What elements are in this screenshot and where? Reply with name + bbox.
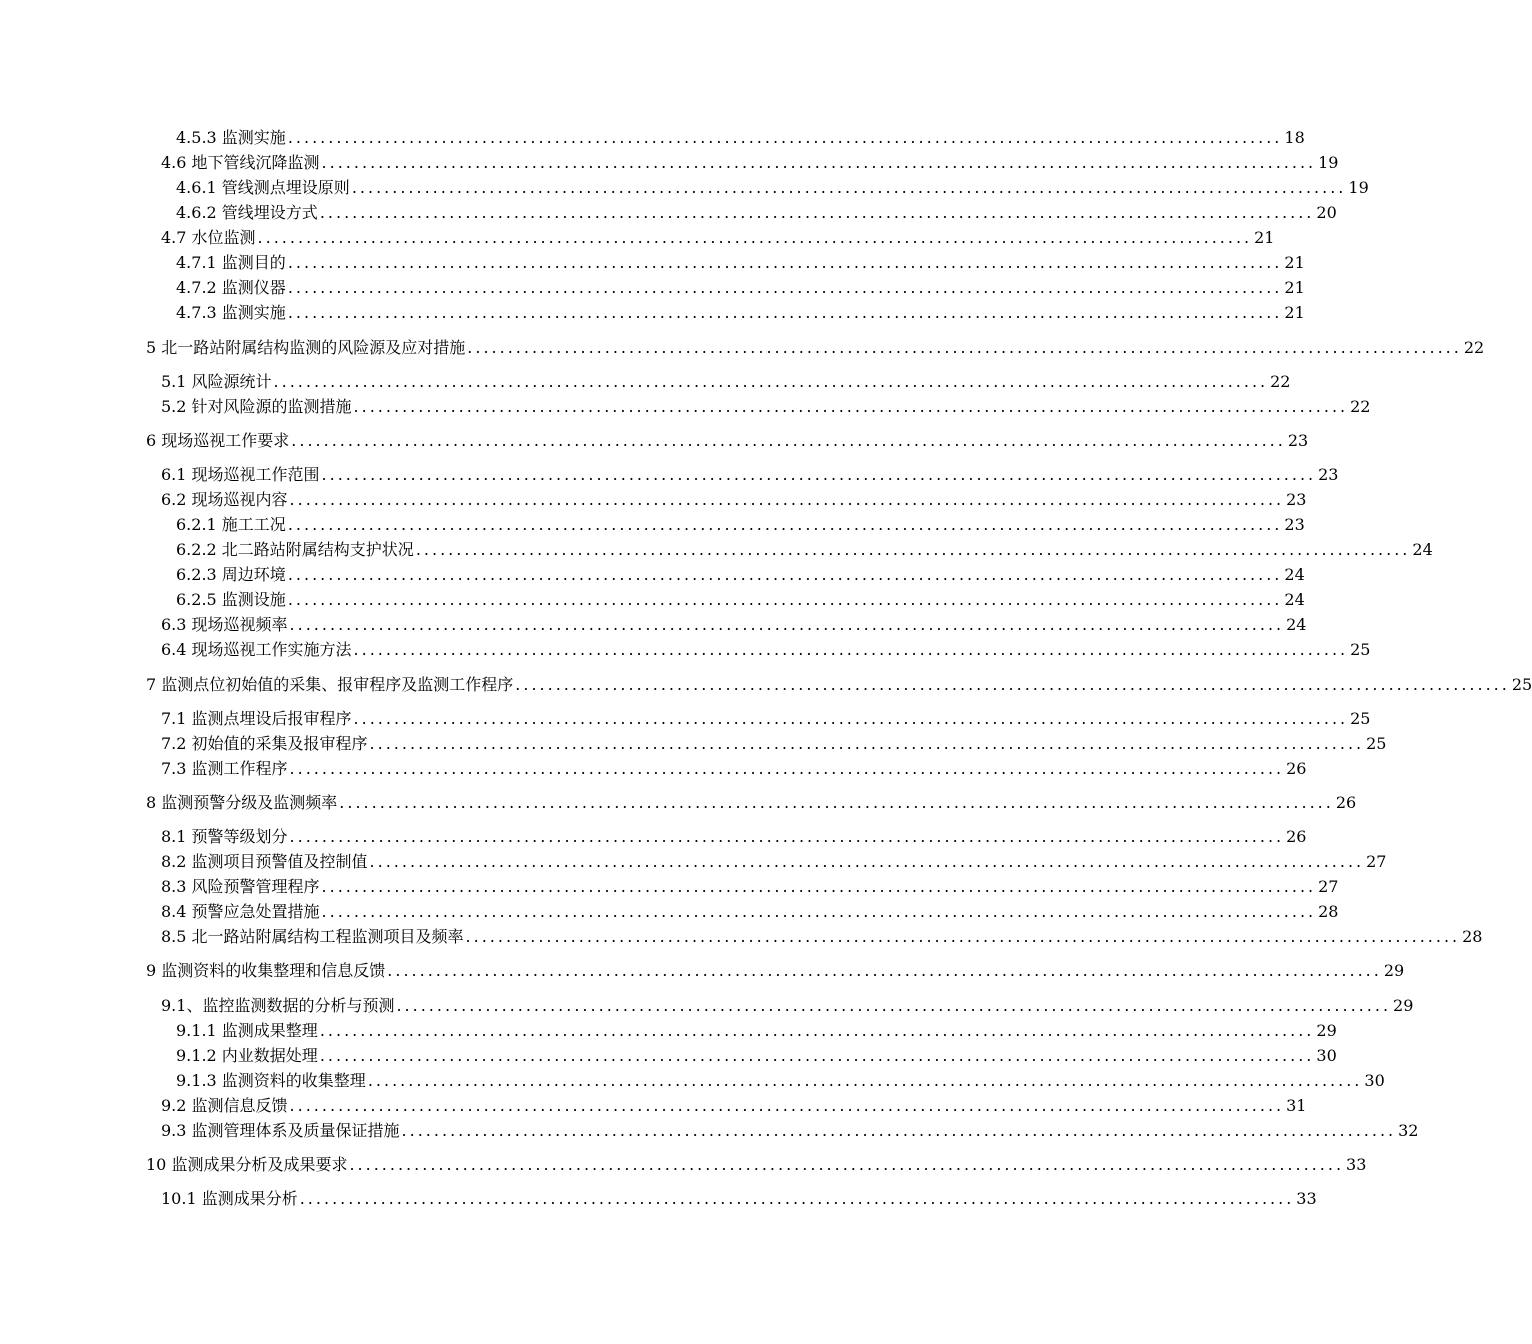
toc-entry[interactable] [176, 126, 1305, 150]
toc-entry[interactable] [161, 1187, 1317, 1211]
toc-entry-label: 4.5.3 监测实施 [176, 128, 286, 147]
toc-entry-label: 5 北一路站附属结构监测的风险源及应对措施 [146, 338, 466, 357]
toc-entry[interactable] [161, 900, 1339, 924]
toc-page-number: 21 [1254, 228, 1275, 247]
dot-leader: ........................................................................................................................... [321, 877, 1317, 896]
toc-entry-label: 6 现场巡视工作要求 [146, 431, 290, 450]
toc-page-number: 23 [1287, 431, 1309, 450]
toc-page-number: 24 [1284, 565, 1305, 584]
toc-page-number: 30 [1364, 1071, 1385, 1090]
toc-page-number: 25 [1350, 709, 1371, 728]
toc-page-number: 22 [1463, 338, 1485, 357]
toc-entry-label: 9 监测资料的收集整理和信息反馈 [146, 961, 386, 980]
toc-entry[interactable] [161, 875, 1339, 899]
toc-entry-label: 6.2.5 监测设施 [176, 590, 286, 609]
toc-entry-label: 9.1.2 内业数据处理 [176, 1046, 318, 1065]
toc-page-number: 20 [1316, 203, 1337, 222]
dot-leader: ........................................................................................................................... [387, 961, 1382, 980]
toc-entry-label: 4.7.1 监测目的 [176, 253, 286, 272]
toc-entry-label: 4.7.3 监测实施 [176, 303, 286, 322]
toc-entry[interactable] [161, 925, 1483, 949]
toc-entry[interactable] [176, 538, 1433, 562]
dot-leader: ........................................................................................................................... [401, 1121, 1397, 1140]
toc-page-number: 33 [1346, 1155, 1367, 1174]
toc-entry-label: 6.2 现场巡视内容 [161, 490, 288, 509]
toc-entry[interactable] [161, 994, 1414, 1018]
toc-page-number: 24 [1284, 590, 1305, 609]
dot-leader: ........................................................................................................................... [287, 278, 1283, 297]
toc-entry[interactable] [176, 1044, 1337, 1068]
dot-leader: ........................................................................................................................... [287, 515, 1283, 534]
toc-page-number: 33 [1296, 1189, 1317, 1208]
toc-entry[interactable] [176, 276, 1305, 300]
dot-leader: ........................................................................................................................... [351, 178, 1347, 197]
toc-entry[interactable] [176, 1069, 1385, 1093]
dot-leader: ........................................................................................................................... [289, 490, 1285, 509]
toc-entry-label: 8.3 风险预警管理程序 [161, 877, 320, 896]
dot-leader: ........................................................................................................................... [396, 996, 1392, 1015]
toc-entry[interactable] [176, 176, 1369, 200]
toc-entry-label: 9.2 监测信息反馈 [161, 1096, 288, 1115]
toc-entry[interactable] [176, 563, 1305, 587]
dot-leader: ........................................................................................................................... [289, 615, 1285, 634]
toc-page-number: 27 [1366, 852, 1387, 871]
toc-entry[interactable] [146, 336, 1485, 360]
dot-leader: ........................................................................................................................... [415, 540, 1411, 559]
dot-leader: ........................................................................................................................... [353, 397, 1349, 416]
toc-entry-label: 5.2 针对风险源的监测措施 [161, 397, 352, 416]
toc-entry[interactable] [176, 1019, 1337, 1043]
toc-entry-label: 7.1 监测点埋设后报审程序 [161, 709, 352, 728]
toc-entry-label: 6.1 现场巡视工作范围 [161, 465, 320, 484]
dot-leader: ........................................................................................................................... [319, 1021, 1315, 1040]
dot-leader: ........................................................................................................................... [287, 590, 1283, 609]
toc-page-number: 18 [1284, 128, 1305, 147]
dot-leader: ........................................................................................................................... [287, 128, 1283, 147]
dot-leader: ........................................................................................................................... [273, 372, 1269, 391]
toc-entry-label: 4.7 水位监测 [161, 228, 256, 247]
toc-page-number: 19 [1348, 178, 1369, 197]
toc-entry-label: 7.3 监测工作程序 [161, 759, 288, 778]
toc-page-number: 29 [1383, 961, 1405, 980]
dot-leader: ........................................................................................................................... [353, 640, 1349, 659]
dot-leader: ........................................................................................................................... [287, 565, 1283, 584]
toc-page-number: 21 [1284, 303, 1305, 322]
dot-leader: ........................................................................................................................... [369, 852, 1365, 871]
toc-entry-label: 10.1 监测成果分析 [161, 1189, 298, 1208]
toc-entry-label: 4.7.2 监测仪器 [176, 278, 286, 297]
toc-entry-label: 9.1.3 监测资料的收集整理 [176, 1071, 366, 1090]
toc-entry-label: 9.1、监控监测数据的分析与预测 [161, 996, 395, 1015]
toc-entry-label: 8.4 预警应急处置措施 [161, 902, 320, 921]
dot-leader: ........................................................................................................................... [319, 203, 1315, 222]
dot-leader: ........................................................................................................................... [321, 465, 1317, 484]
toc-entry[interactable] [146, 791, 1357, 815]
toc-entry[interactable] [146, 1153, 1367, 1177]
toc-entry-label: 4.6.1 管线测点埋设原则 [176, 178, 350, 197]
toc-entry[interactable] [161, 1094, 1307, 1118]
toc-entry[interactable] [161, 370, 1291, 394]
toc-page-number: 24 [1286, 615, 1307, 634]
toc-page-number: 28 [1462, 927, 1483, 946]
toc-entry[interactable] [146, 959, 1405, 983]
toc-page-number: 23 [1284, 515, 1305, 534]
toc-entry-label: 4.6.2 管线埋设方式 [176, 203, 318, 222]
toc-page-number: 29 [1393, 996, 1414, 1015]
toc-page-number: 26 [1286, 827, 1307, 846]
toc-page-number: 23 [1286, 490, 1307, 509]
dot-leader: ........................................................................................................................... [353, 709, 1349, 728]
toc-entry[interactable] [161, 488, 1307, 512]
dot-leader: ........................................................................................................................... [289, 1096, 1285, 1115]
toc-entry[interactable] [161, 1119, 1419, 1143]
toc-page-number: 30 [1316, 1046, 1337, 1065]
dot-leader: ........................................................................................................................... [321, 902, 1317, 921]
toc-entry[interactable] [146, 673, 1532, 697]
toc-page-number: 19 [1318, 153, 1339, 172]
toc-entry[interactable] [161, 732, 1387, 756]
dot-leader: ........................................................................................................................... [299, 1189, 1295, 1208]
toc-page-number: 21 [1284, 278, 1305, 297]
toc-entry-label: 4.6 地下管线沉降监测 [161, 153, 320, 172]
toc-entry[interactable] [176, 301, 1305, 325]
toc-entry-label: 8 监测预警分级及监测频率 [146, 793, 338, 812]
toc-page-number: 27 [1318, 877, 1339, 896]
dot-leader: ........................................................................................................................... [289, 759, 1285, 778]
toc-page-number: 25 [1366, 734, 1387, 753]
toc-page-number: 28 [1318, 902, 1339, 921]
toc-entry[interactable] [176, 588, 1305, 612]
toc-entry-label: 6.4 现场巡视工作实施方法 [161, 640, 352, 659]
toc-entry[interactable] [161, 226, 1275, 250]
dot-leader: ........................................................................................................................... [319, 1046, 1315, 1065]
dot-leader: ........................................................................................................................... [349, 1155, 1345, 1174]
toc-entry-label: 7.2 初始值的采集及报审程序 [161, 734, 368, 753]
dot-leader: ........................................................................................................................... [367, 1071, 1363, 1090]
toc-entry[interactable] [161, 825, 1307, 849]
toc-entry[interactable] [161, 638, 1371, 662]
toc-entry-label: 6.2.2 北二路站附属结构支护状况 [176, 540, 414, 559]
dot-leader: ........................................................................................................................... [467, 338, 1462, 357]
dot-leader: ........................................................................................................................... [291, 431, 1286, 450]
dot-leader: ........................................................................................................................... [515, 675, 1510, 694]
toc-entry-label: 9.1.1 监测成果整理 [176, 1021, 318, 1040]
toc-entry-label: 7 监测点位初始值的采集、报审程序及监测工作程序 [146, 675, 514, 694]
toc-page-number: 24 [1412, 540, 1433, 559]
toc-page-number: 31 [1286, 1096, 1307, 1115]
toc-entry-label: 10 监测成果分析及成果要求 [146, 1155, 348, 1174]
toc-entry[interactable] [176, 251, 1305, 275]
dot-leader: ........................................................................................................................... [287, 253, 1283, 272]
toc-page-number: 26 [1335, 793, 1357, 812]
toc-entry-label: 8.5 北一路站附属结构工程监测项目及频率 [161, 927, 464, 946]
dot-leader: ........................................................................................................................... [465, 927, 1461, 946]
toc-entry-label: 6.3 现场巡视频率 [161, 615, 288, 634]
toc-entry[interactable] [161, 850, 1387, 874]
dot-leader: ........................................................................................................................... [369, 734, 1365, 753]
toc-page-number: 29 [1316, 1021, 1337, 1040]
toc-entry-label: 9.3 监测管理体系及质量保证措施 [161, 1121, 400, 1140]
toc-entry-label: 6.2.1 施工工况 [176, 515, 286, 534]
toc-entry[interactable] [176, 201, 1337, 225]
dot-leader: ........................................................................................................................... [257, 228, 1253, 247]
dot-leader: ........................................................................................................................... [321, 153, 1317, 172]
toc-page-number: 21 [1284, 253, 1305, 272]
toc-page-number: 25 [1350, 640, 1371, 659]
dot-leader: ........................................................................................................................... [287, 303, 1283, 322]
toc-entry[interactable] [161, 151, 1339, 175]
toc-page-number: 26 [1286, 759, 1307, 778]
toc-entry[interactable] [161, 757, 1307, 781]
toc-entry-label: 8.2 监测项目预警值及控制值 [161, 852, 368, 871]
toc-entry[interactable] [161, 707, 1371, 731]
toc-entry[interactable] [161, 613, 1307, 637]
toc-page-number: 22 [1270, 372, 1291, 391]
toc-page-number: 25 [1511, 675, 1532, 694]
toc-page-number: 23 [1318, 465, 1339, 484]
dot-leader: ........................................................................................................................... [339, 793, 1334, 812]
toc-entry[interactable] [161, 395, 1371, 419]
toc-entry-label: 5.1 风险源统计 [161, 372, 272, 391]
toc-page-number: 32 [1398, 1121, 1419, 1140]
dot-leader: ........................................................................................................................... [289, 827, 1285, 846]
toc-entry-label: 8.1 预警等级划分 [161, 827, 288, 846]
toc-entry[interactable] [176, 513, 1305, 537]
toc-entry[interactable] [146, 429, 1309, 453]
toc-entry-label: 6.2.3 周边环境 [176, 565, 286, 584]
toc-page-number: 22 [1350, 397, 1371, 416]
toc-entry[interactable] [161, 463, 1339, 487]
